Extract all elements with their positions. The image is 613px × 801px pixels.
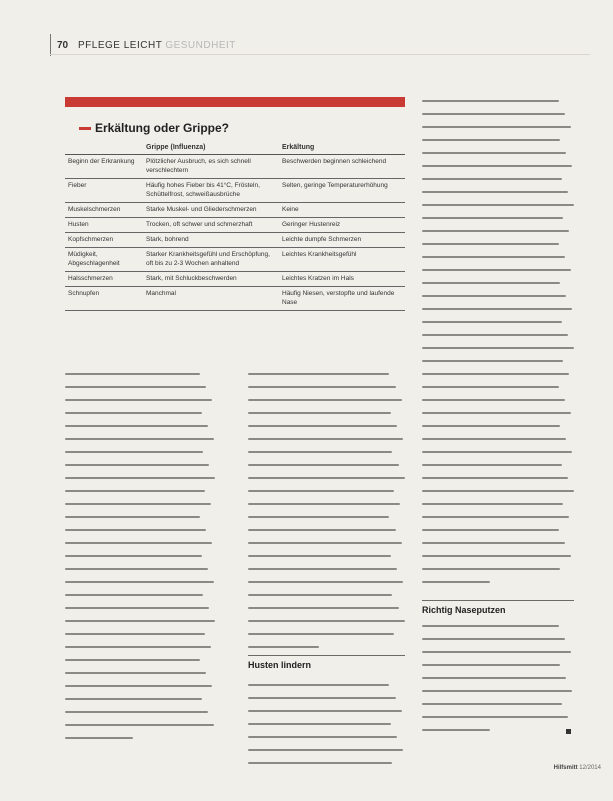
text-line [248, 516, 389, 518]
text-line [65, 529, 206, 531]
text-line [422, 217, 563, 219]
text-line [65, 698, 202, 700]
table-header-row [65, 141, 405, 155]
comparison-box [65, 97, 405, 362]
comparison-table [65, 141, 405, 311]
text-line [422, 269, 571, 271]
text-line [422, 690, 572, 692]
grippe-cell: Starke Muskel- und Gliederschmerzen [143, 203, 279, 218]
text-line [248, 529, 396, 531]
text-line [422, 477, 568, 479]
text-line [422, 113, 565, 115]
grippe-cell: Stark, bohrend [143, 233, 279, 248]
row-label: Fieber [65, 179, 143, 203]
row-label: Kopfschmerzen [65, 233, 143, 248]
body-column-right-lower [422, 625, 574, 742]
grippe-cell: Stark, mit Schluckbeschwerden [143, 272, 279, 287]
text-line [248, 620, 405, 622]
body-column-left [65, 373, 215, 750]
table-header-cell: Grippe (Influenza) [143, 141, 279, 155]
text-line [248, 646, 319, 648]
text-line [422, 347, 574, 349]
subsection-label: GESUNDHEIT [165, 40, 236, 51]
text-line [422, 178, 562, 180]
text-line [422, 360, 563, 362]
grippe-cell: Plötzlicher Ausbruch, es sich schnell verschlechtern [143, 155, 279, 179]
text-line [422, 664, 560, 666]
text-line [422, 568, 560, 570]
box-title-text: Erkältung oder Grippe? [95, 121, 230, 135]
title-dash [79, 127, 91, 130]
erkaeltung-cell: Selten, geringe Temperaturerhöhung [279, 179, 405, 203]
subheading-nase: Richtig Naseputzen [422, 605, 506, 615]
text-line [65, 490, 205, 492]
text-line [422, 204, 574, 206]
table-row [65, 218, 405, 233]
text-line [248, 490, 394, 492]
text-line [422, 703, 562, 705]
text-line [248, 399, 402, 401]
table-row [65, 233, 405, 248]
text-line [422, 516, 569, 518]
text-line [422, 677, 566, 679]
text-line [422, 625, 559, 627]
text-line [65, 724, 214, 726]
erkaeltung-cell: Leichtes Krankheitsgefühl [279, 248, 405, 272]
text-line [65, 685, 212, 687]
text-line [65, 464, 209, 466]
text-line [422, 282, 560, 284]
text-line [65, 659, 200, 661]
footer-magazine: Hilfsmitt [553, 765, 578, 771]
row-label: Beginn der Erkrankung [65, 155, 143, 179]
text-line [65, 555, 202, 557]
header-divider [50, 34, 51, 56]
text-line [248, 736, 397, 738]
text-line [422, 490, 574, 492]
text-line [248, 633, 394, 635]
text-line [422, 438, 566, 440]
text-line [248, 555, 391, 557]
table-row [65, 179, 405, 203]
table-row [65, 203, 405, 218]
text-line [422, 191, 568, 193]
text-line [422, 243, 559, 245]
text-line [248, 438, 403, 440]
erkaeltung-cell: Leichte dumpfe Schmerzen [279, 233, 405, 248]
text-line [65, 607, 209, 609]
table-row [65, 155, 405, 179]
text-line [248, 412, 391, 414]
text-line [248, 464, 399, 466]
row-label: Schnupfen [65, 287, 143, 311]
text-line [248, 386, 396, 388]
text-line [248, 425, 397, 427]
text-line [65, 503, 211, 505]
text-line [248, 697, 396, 699]
erkaeltung-cell: Beschwerden beginnen schleichend [279, 155, 405, 179]
article-end-mark [566, 729, 571, 734]
text-line [422, 529, 559, 531]
text-line [248, 594, 392, 596]
page-number: 70 [57, 40, 69, 51]
text-line [248, 723, 391, 725]
section-title [78, 40, 236, 51]
text-line [422, 503, 563, 505]
text-line [422, 555, 571, 557]
footer-issue: 12/2014 [579, 765, 601, 771]
row-label: Muskelschmerzen [65, 203, 143, 218]
text-line [65, 516, 200, 518]
text-line [248, 749, 403, 751]
erkaeltung-cell: Keine [279, 203, 405, 218]
text-line [65, 451, 203, 453]
body-column-middle [248, 373, 405, 659]
text-line [422, 230, 569, 232]
text-line [422, 581, 490, 583]
text-line [248, 568, 397, 570]
text-line [422, 399, 565, 401]
text-line [248, 373, 389, 375]
text-line [422, 451, 572, 453]
text-line [248, 581, 403, 583]
table-row [65, 248, 405, 272]
box-title [79, 121, 229, 135]
text-line [248, 762, 392, 764]
text-line [65, 399, 212, 401]
page-footer [554, 765, 601, 771]
text-line [422, 139, 560, 141]
text-line [422, 386, 559, 388]
text-line [248, 542, 402, 544]
text-line [65, 438, 214, 440]
text-line [422, 100, 559, 102]
grippe-cell: Trocken, oft schwer und schmerzhaft [143, 218, 279, 233]
text-line [65, 581, 214, 583]
text-line [65, 412, 202, 414]
text-line [422, 256, 565, 258]
erkaeltung-cell: Leichtes Kratzen im Hals [279, 272, 405, 287]
subheading-rule [422, 600, 574, 601]
text-line [65, 633, 205, 635]
text-line [422, 321, 562, 323]
text-line [422, 425, 560, 427]
erkaeltung-cell: Häufig Niesen, verstopfte und laufende Nase [279, 287, 405, 311]
text-line [422, 542, 565, 544]
grippe-cell: Häufig hohes Fieber bis 41°C, Frösteln, Schüttelfrost, schweißausbrüche [143, 179, 279, 203]
text-line [248, 503, 400, 505]
erkaeltung-cell: Geringer Hustenreiz [279, 218, 405, 233]
text-line [65, 386, 206, 388]
text-line [65, 620, 215, 622]
text-line [248, 477, 405, 479]
text-line [65, 542, 212, 544]
grippe-cell: Starker Krankheitsgefühl und Erschöpfung, oft bis zu 2-3 Wochen anhaltend [143, 248, 279, 272]
table-header-cell: Erkältung [279, 141, 405, 155]
text-line [65, 477, 215, 479]
text-line [65, 737, 133, 739]
text-line [422, 165, 572, 167]
subheading-husten: Husten lindern [248, 660, 312, 670]
subheading-rule [248, 655, 405, 656]
text-line [248, 710, 402, 712]
text-line [422, 729, 490, 731]
text-line [65, 711, 208, 713]
body-column-right [422, 100, 574, 594]
text-line [65, 594, 203, 596]
text-line [422, 716, 568, 718]
text-line [65, 373, 200, 375]
text-line [422, 295, 566, 297]
text-line [65, 646, 211, 648]
text-line [422, 651, 571, 653]
text-line [422, 308, 572, 310]
body-column-middle-lower [248, 684, 405, 775]
table-row [65, 287, 405, 311]
header-rule [50, 54, 590, 55]
row-label: Husten [65, 218, 143, 233]
grippe-cell: Manchmal [143, 287, 279, 311]
text-line [422, 334, 568, 336]
text-line [422, 373, 569, 375]
text-line [422, 126, 571, 128]
row-label: Müdigkeit, Abgeschlagenheit [65, 248, 143, 272]
text-line [65, 425, 208, 427]
table-header-cell [65, 141, 143, 155]
text-line [65, 672, 206, 674]
text-line [422, 152, 566, 154]
text-line [422, 638, 565, 640]
text-line [422, 464, 562, 466]
text-line [422, 412, 571, 414]
box-accent-bar [65, 97, 405, 107]
section-label: PFLEGE LEICHT [78, 40, 163, 51]
text-line [248, 607, 399, 609]
table-row [65, 272, 405, 287]
row-label: Halsschmerzen [65, 272, 143, 287]
text-line [65, 568, 208, 570]
text-line [248, 684, 389, 686]
text-line [248, 451, 392, 453]
